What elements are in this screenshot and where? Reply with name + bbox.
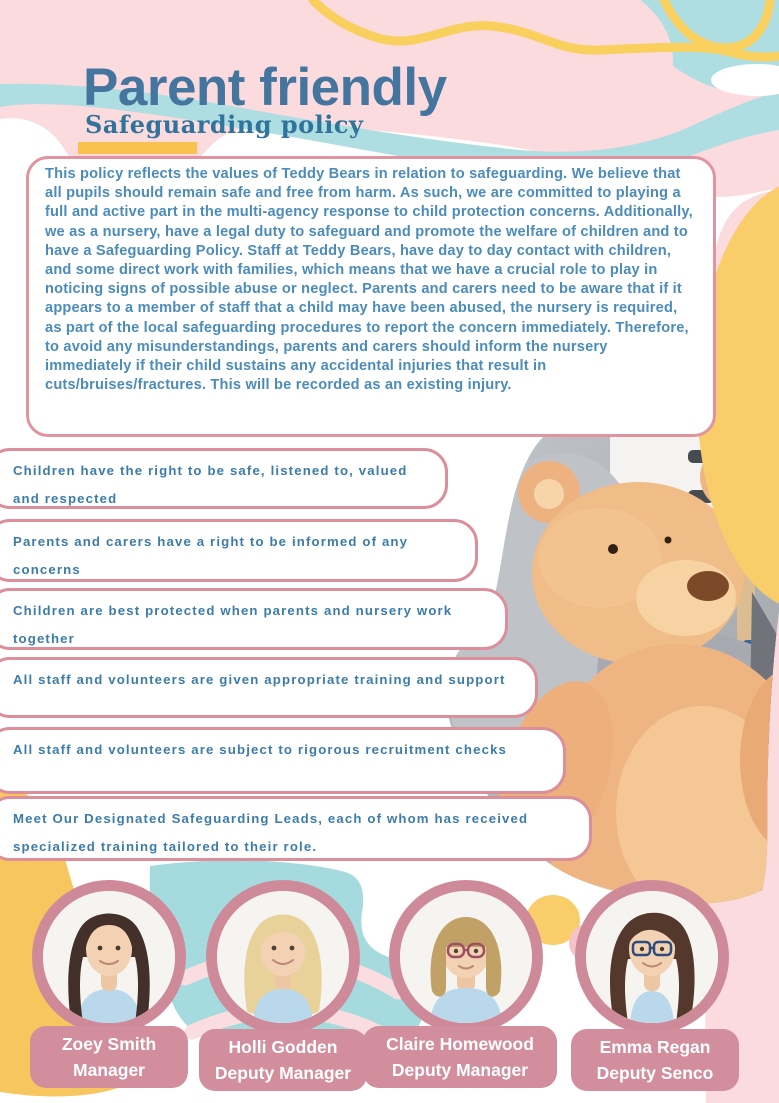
staff-label-claire-homewood [363, 1026, 557, 1088]
avatar-zoey-smith [43, 891, 175, 1023]
point-text: Children have the right to be safe, listened to, valued and respected [13, 463, 408, 506]
point-box-2 [0, 519, 478, 582]
point-text: Children are best protected when parents and nursery work together [13, 603, 453, 646]
staff-role: Deputy Senco [596, 1063, 714, 1083]
staff-name: Emma Regan [599, 1037, 711, 1057]
avatar-claire-homewood [400, 891, 532, 1023]
staff-photo-zoey-smith [32, 880, 186, 1034]
staff-photo-claire-homewood [389, 880, 543, 1034]
staff-photo-emma-regan [575, 880, 729, 1034]
avatar-holli-godden [217, 891, 349, 1023]
staff-role: Deputy Manager [214, 1063, 352, 1083]
staff-label-holli-godden [199, 1029, 367, 1091]
point-box-1 [0, 448, 448, 509]
point-text: All staff and volunteers are given appropriate training and support [13, 672, 506, 687]
page-subtitle: Safeguarding policy [85, 110, 364, 139]
point-text: All staff and volunteers are subject to rigorous recruitment checks [13, 742, 508, 757]
page-title: Parent friendly [83, 58, 447, 117]
point-text: Meet Our Designated Safeguarding Leads, each of whom has received specialized training tailored to their role. [13, 811, 529, 854]
staff-name: Claire Homewood [386, 1034, 534, 1054]
avatar-emma-regan [586, 891, 718, 1023]
yellow-accent-bar [78, 142, 197, 154]
staff-role: Deputy Manager [391, 1060, 529, 1080]
staff-label-zoey-smith [30, 1026, 188, 1088]
staff-role: Manager [73, 1060, 145, 1080]
intro-policy-text: This policy reflects the values of Teddy Bears in relation to safeguarding. We believe that all pupils should remain safe and free from harm. As such, we are committed to playing a full and active part in the multi-agency response to child protection concerns. Additionally, we as a nursery, have a legal duty to safeguard and promote the welfare of children and to have a Safeguarding Policy. Staff at Teddy Bears, have day to day contact with children, and some direct work with families, which means that we have a crucial role to play in noticing signs of possible abuse or neglect. Parents and carers need to be aware that if it appears to a member of staff that a child may have been abused, the nursery is required, as part of the local safeguarding procedures to report the concern immediately. Therefore, to avoid any misunderstandings, parents and carers should inform the nursery immediately if their child sustains any accidental injuries that result in cuts/bruises/fractures. This will be recorded as an existing injury. [45, 166, 693, 394]
point-text: Parents and carers have a right to be informed of any concerns [13, 534, 409, 577]
staff-label-emma-regan [571, 1029, 739, 1091]
point-box-3 [0, 588, 508, 650]
point-box-4 [0, 657, 538, 718]
staff-photo-holli-godden [206, 880, 360, 1034]
point-box-6 [0, 796, 592, 861]
intro-policy-box [26, 156, 716, 437]
staff-name: Holli Godden [228, 1037, 338, 1057]
staff-name: Zoey Smith [61, 1034, 157, 1054]
point-box-5 [0, 727, 566, 794]
